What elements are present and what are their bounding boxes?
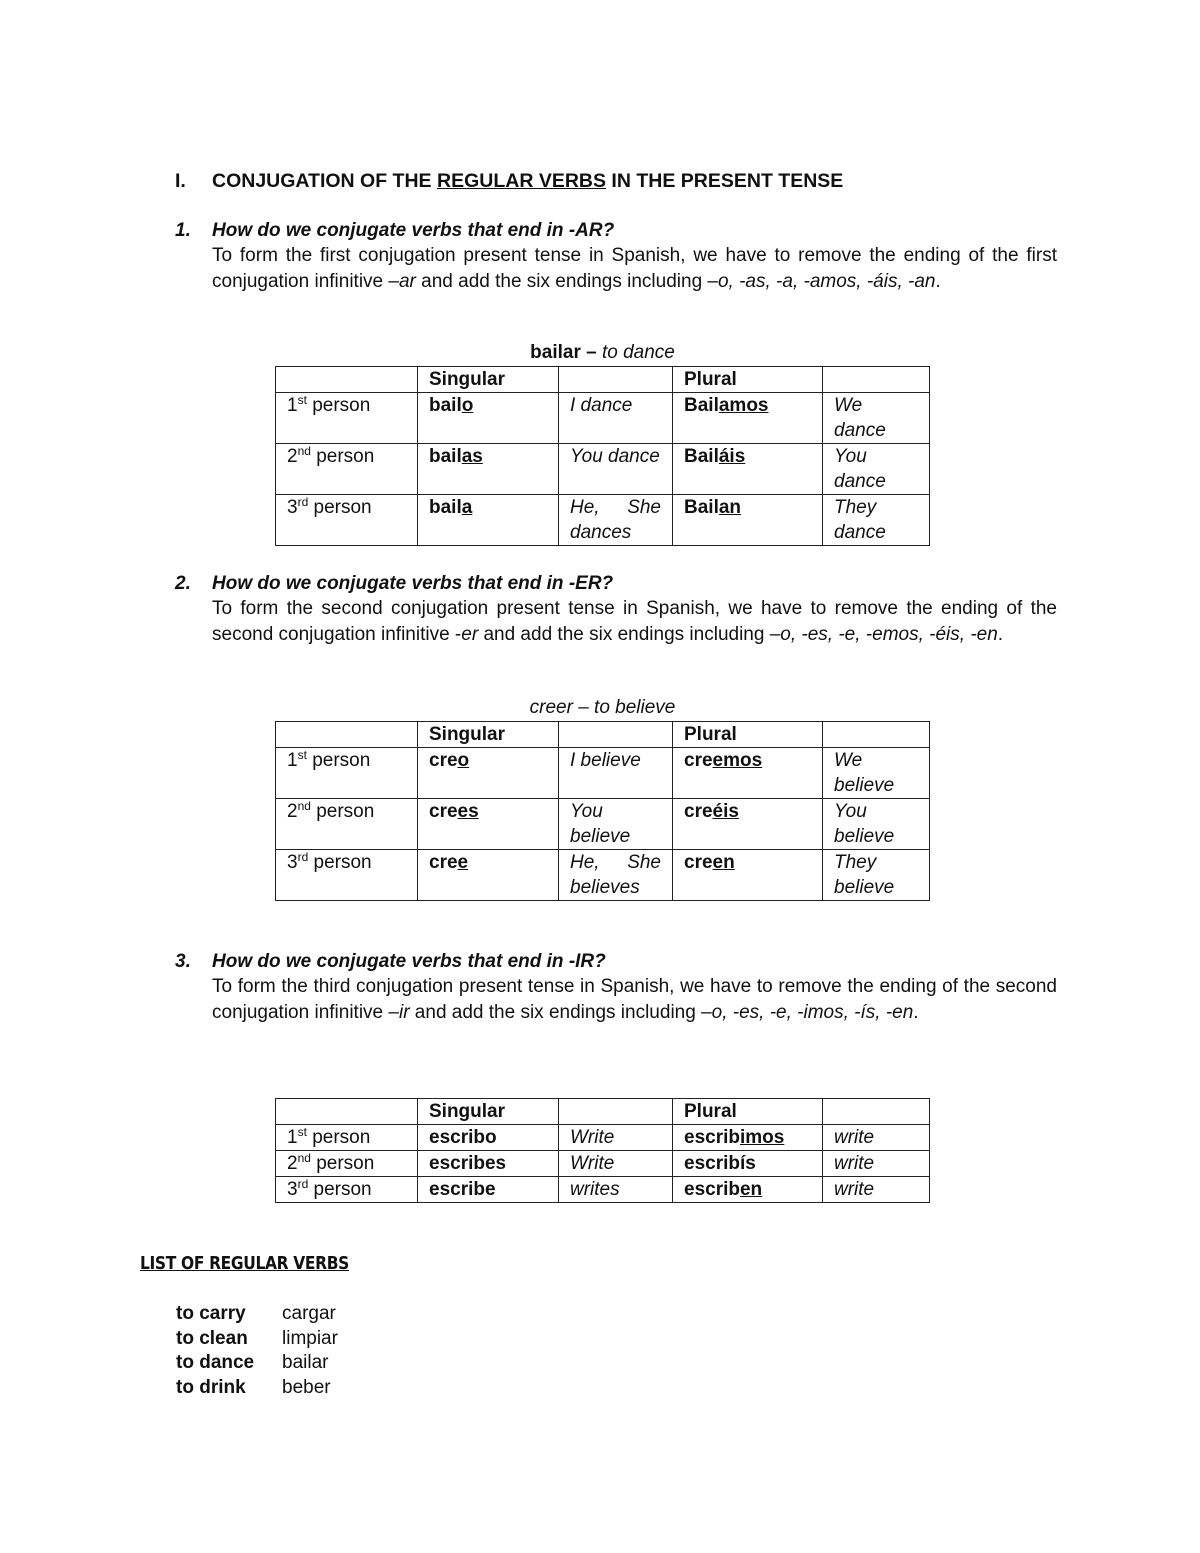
person-cell <box>276 1177 418 1203</box>
person-label: person <box>308 852 372 873</box>
person-label: person <box>308 1179 372 1200</box>
person-label: person <box>306 1127 371 1148</box>
header-cell <box>559 1099 673 1125</box>
verb-stem: cre <box>684 750 713 771</box>
heading-prefix: CONJUGATION OF THE <box>212 170 437 192</box>
verb-ending: o <box>457 750 470 771</box>
conjugation-table <box>275 366 930 546</box>
person-number: 2 <box>287 446 298 467</box>
para-infinitive-ending: er <box>461 623 479 645</box>
para-infinitive-ending: ar <box>398 270 416 292</box>
verb-list-title: LIST OF REGULAR VERBS <box>140 1253 349 1274</box>
english-verb: to clean <box>176 1328 248 1349</box>
para-endings: o, -es, -e, -imos, -ís, -en <box>711 1001 914 1023</box>
verb-stem: bail <box>429 395 462 416</box>
para-text: To form the second conjugation present tense in Spanish, we have to remove the ending of the second conjugation infinitive - <box>212 598 1057 645</box>
caption-verb: bailar – <box>530 342 597 363</box>
ordinal-suffix: nd <box>297 1151 311 1165</box>
plural-form <box>673 444 823 495</box>
person-number: 2 <box>287 801 298 822</box>
header-cell <box>276 722 418 748</box>
ordinal-suffix: st <box>297 1125 307 1139</box>
verb-stem: bail <box>429 497 462 518</box>
plural-translation: write <box>823 1177 930 1203</box>
singular-translation: I dance <box>559 393 673 444</box>
verb-stem: escrib <box>684 1179 740 1200</box>
person-number: 2 <box>287 1153 298 1174</box>
table-row <box>276 850 930 901</box>
question-number: 2. <box>175 573 191 594</box>
spanish-verb: cargar <box>282 1303 336 1324</box>
singular-form <box>418 748 559 799</box>
person-cell <box>276 393 418 444</box>
singular-translation: He, She believes <box>559 850 673 901</box>
verb-ending: e <box>457 852 469 873</box>
singular-translation: Write <box>559 1125 673 1151</box>
ordinal-suffix: rd <box>297 1177 309 1191</box>
plural-translation: We believe <box>823 748 930 799</box>
ordinal-suffix: st <box>297 748 307 762</box>
question-number: 1. <box>175 220 191 241</box>
verb-stem: cre <box>429 801 458 822</box>
plural-form <box>673 1151 823 1177</box>
ordinal-suffix: rd <box>297 850 309 864</box>
person-label: person <box>310 801 375 822</box>
para-text: To form the first conjugation present tense in Spanish, we have to remove the ending of the first conjugation infinitive – <box>212 245 1057 292</box>
verb-ending: as <box>461 446 483 467</box>
singular-form <box>418 1125 559 1151</box>
header-cell: Plural <box>673 367 823 393</box>
verb-ending: áis <box>718 446 746 467</box>
plural-form <box>673 1125 823 1151</box>
verb-ending: o <box>461 395 474 416</box>
verb-stem: escrib <box>684 1127 740 1148</box>
person-number: 3 <box>287 852 298 873</box>
para-text: . <box>913 1001 919 1023</box>
para-text: . <box>997 623 1004 645</box>
para-text: To form the third conjugation present tense in Spanish, we have to remove the ending of the second conjugation infinitive – <box>212 976 1057 1023</box>
conjugation-table <box>275 1098 930 1203</box>
header-cell <box>823 722 930 748</box>
heading-underlined: REGULAR VERBS <box>436 170 607 192</box>
verb-stem: escribe <box>429 1179 496 1200</box>
person-number: 1 <box>287 750 298 771</box>
table-row <box>276 748 930 799</box>
table-caption <box>275 697 930 719</box>
verb-stem: Bail <box>684 446 719 467</box>
verb-stem: escribes <box>429 1153 507 1174</box>
singular-form <box>418 444 559 495</box>
header-cell: Singular <box>418 1099 559 1125</box>
ordinal-suffix: nd <box>297 799 311 813</box>
header-cell <box>276 1099 418 1125</box>
verb-ending: en <box>712 852 735 873</box>
header-cell <box>559 367 673 393</box>
person-number: 3 <box>287 1179 298 1200</box>
person-cell <box>276 1151 418 1177</box>
table-row <box>276 1125 930 1151</box>
person-label: person <box>310 446 375 467</box>
singular-translation: writes <box>559 1177 673 1203</box>
caption-translation: to dance <box>596 342 675 363</box>
singular-translation: Write <box>559 1151 673 1177</box>
para-text: and add the six endings including – <box>409 1001 712 1023</box>
person-cell <box>276 799 418 850</box>
header-cell: Singular <box>418 722 559 748</box>
header-cell <box>559 722 673 748</box>
person-cell <box>276 444 418 495</box>
plural-translation: You believe <box>823 799 930 850</box>
singular-translation: You dance <box>559 444 673 495</box>
person-cell <box>276 1125 418 1151</box>
para-infinitive-ending: ir <box>398 1001 410 1023</box>
section-heading <box>175 170 843 193</box>
para-endings: o, -es, -e, -emos, -éis, -en <box>780 623 998 645</box>
heading-suffix: IN THE PRESENT TENSE <box>606 170 844 192</box>
explanation-paragraph <box>212 243 1057 294</box>
plural-form <box>673 748 823 799</box>
table-row <box>276 1177 930 1203</box>
verb-ending: imos <box>739 1127 785 1148</box>
table-header-row <box>276 1099 930 1125</box>
person-label: person <box>308 497 372 518</box>
question-title: How do we conjugate verbs that end in -ER? <box>212 573 614 594</box>
verb-stem: Bail <box>684 395 719 416</box>
verb-stem: bail <box>429 446 462 467</box>
english-verb: to drink <box>176 1377 246 1398</box>
singular-form <box>418 1177 559 1203</box>
conjugation-table <box>275 721 930 901</box>
plural-translation: They dance <box>823 495 930 546</box>
person-number: 1 <box>287 1127 298 1148</box>
explanation-paragraph <box>212 596 1057 647</box>
verb-ending: a <box>461 497 473 518</box>
person-cell <box>276 495 418 546</box>
table-header-row <box>276 722 930 748</box>
spanish-verb: limpiar <box>282 1328 338 1349</box>
explanation-paragraph <box>212 974 1057 1025</box>
header-cell <box>823 1099 930 1125</box>
heading-numeral: I. <box>175 170 186 192</box>
verb-stem: cre <box>429 852 458 873</box>
verb-ending: an <box>718 497 742 518</box>
verb-stem: escribo <box>429 1127 497 1148</box>
singular-form <box>418 799 559 850</box>
person-label: person <box>306 395 371 416</box>
table-row <box>276 1151 930 1177</box>
verb-stem: cre <box>429 750 458 771</box>
singular-translation: I believe <box>559 748 673 799</box>
question-title: How do we conjugate verbs that end in -IR? <box>212 951 606 972</box>
plural-translation: write <box>823 1125 930 1151</box>
plural-translation: We dance <box>823 393 930 444</box>
plural-translation: You dance <box>823 444 930 495</box>
table-row <box>276 444 930 495</box>
person-number: 1 <box>287 395 298 416</box>
header-cell <box>823 367 930 393</box>
header-cell: Singular <box>418 367 559 393</box>
table-row <box>276 393 930 444</box>
plural-translation: write <box>823 1151 930 1177</box>
person-label: person <box>306 750 371 771</box>
singular-form <box>418 1151 559 1177</box>
para-text: . <box>935 270 941 292</box>
singular-form <box>418 495 559 546</box>
verb-stem: escribís <box>684 1153 756 1174</box>
verb-stem: cre <box>684 801 713 822</box>
para-endings: o, -as, -a, -amos, -áis, -an <box>717 270 936 292</box>
singular-form <box>418 850 559 901</box>
plural-form <box>673 1177 823 1203</box>
ordinal-suffix: st <box>297 393 307 407</box>
verb-ending: éis <box>712 801 739 822</box>
plural-form <box>673 799 823 850</box>
verb-stem: Bail <box>684 497 719 518</box>
person-label: person <box>310 1153 375 1174</box>
para-text: and add the six endings including – <box>415 270 718 292</box>
english-verb: to carry <box>176 1303 246 1324</box>
ordinal-suffix: rd <box>297 495 309 509</box>
spanish-verb: bailar <box>282 1352 329 1373</box>
ordinal-suffix: nd <box>297 444 311 458</box>
plural-form <box>673 850 823 901</box>
plural-form <box>673 495 823 546</box>
verb-stem: cre <box>684 852 713 873</box>
singular-translation: You believe <box>559 799 673 850</box>
person-cell <box>276 850 418 901</box>
verb-ending: en <box>739 1179 763 1200</box>
question-number: 3. <box>175 951 191 972</box>
plural-form <box>673 393 823 444</box>
caption-translation: creer – to believe <box>529 697 676 718</box>
verb-ending: emos <box>712 750 763 771</box>
verb-ending: amos <box>718 395 769 416</box>
table-row <box>276 799 930 850</box>
header-cell <box>276 367 418 393</box>
plural-translation: They believe <box>823 850 930 901</box>
para-text: and add the six endings including – <box>478 623 781 645</box>
singular-form <box>418 393 559 444</box>
person-number: 3 <box>287 497 298 518</box>
verb-ending: es <box>457 801 479 822</box>
question-title: How do we conjugate verbs that end in -AR? <box>212 220 615 241</box>
table-header-row <box>276 367 930 393</box>
table-row <box>276 495 930 546</box>
english-verb: to dance <box>176 1352 255 1373</box>
singular-translation: He, She dances <box>559 495 673 546</box>
spanish-verb: beber <box>282 1377 331 1398</box>
table-caption <box>275 342 930 364</box>
header-cell: Plural <box>673 1099 823 1125</box>
header-cell: Plural <box>673 722 823 748</box>
person-cell <box>276 748 418 799</box>
